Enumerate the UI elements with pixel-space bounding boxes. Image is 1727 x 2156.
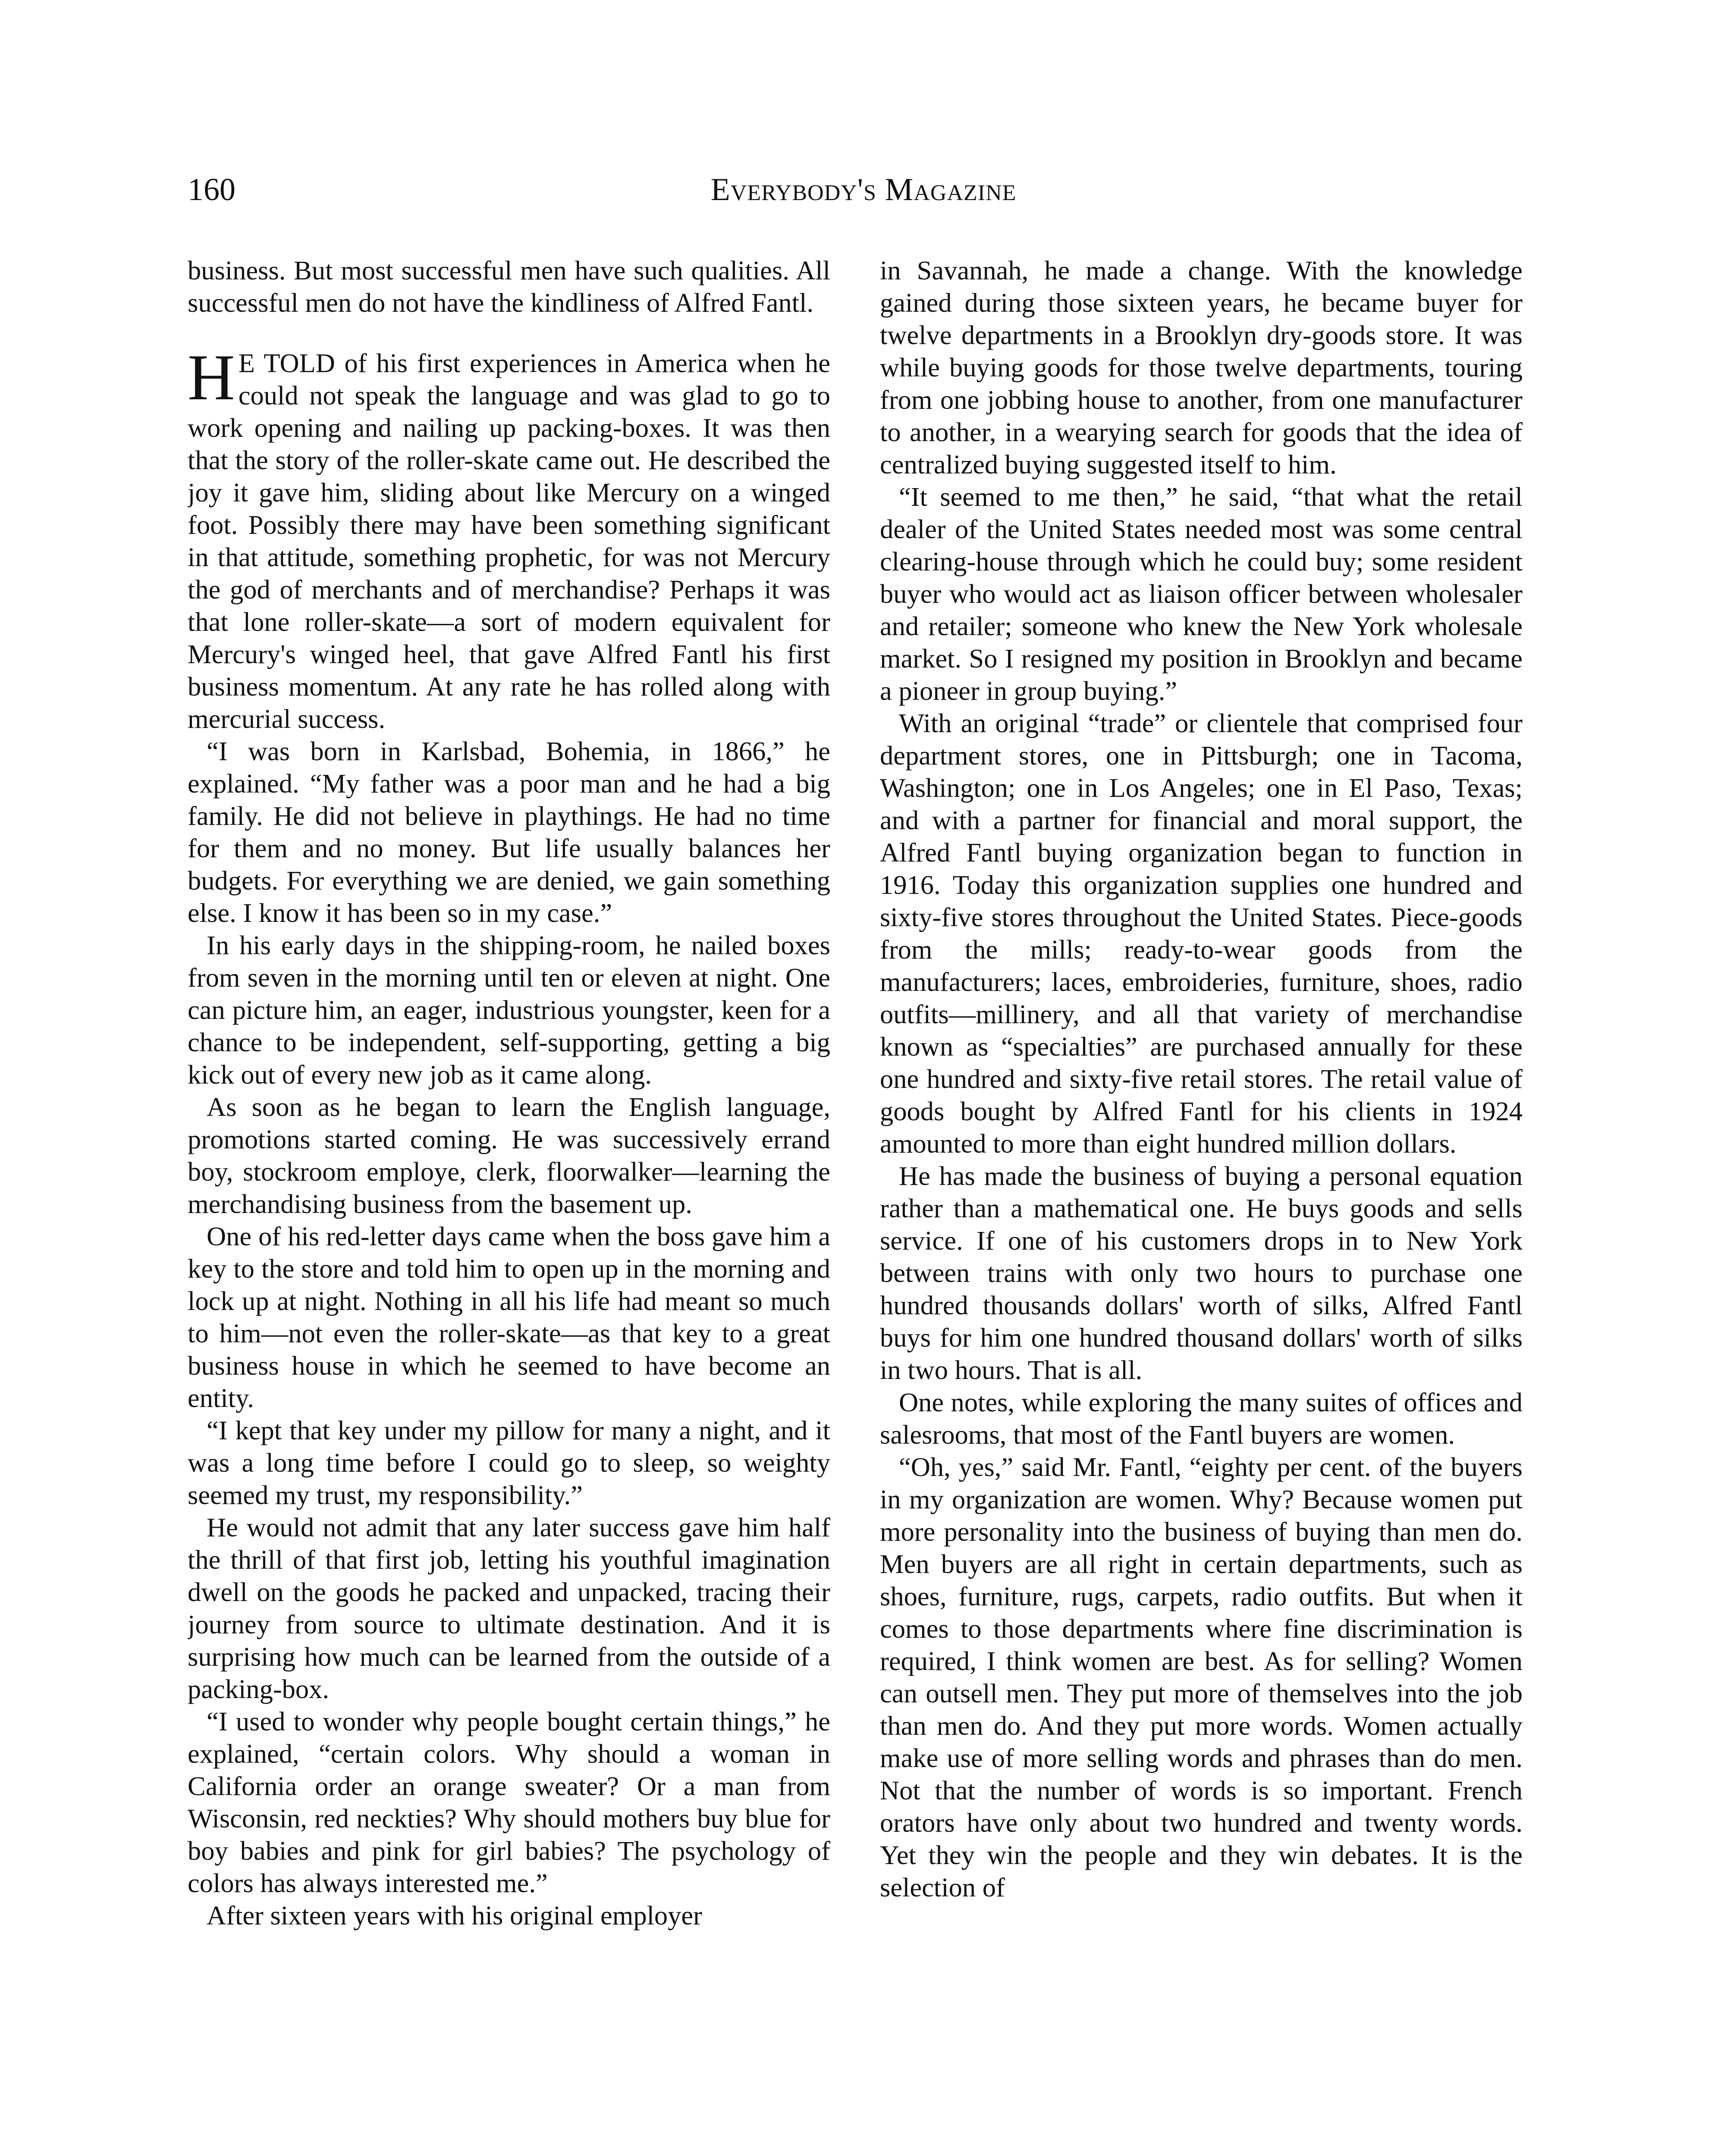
paragraph: With an original “trade” or clientele that comprised four department stores, one in Pittsburgh; one in Tacoma, Washington; one in Los Angeles; one in El Paso, Texas; and with a partner for financial and moral support, the Alfred Fantl buying organization began to function in 1916. Today this organization supplies one hundred and sixty-five stores throughout the United States. Piece-goods from the mills; ready-to-wear goods from the manufacturers; laces, embroideries, furniture, shoes, radio outfits—millinery, and all that variety of merchandise known as “specialties” are purchased annually for these one hundred and sixty-five retail stores. The retail value of goods bought by Alfred Fantl for his clients in 1924 amounted to more than eight hundred million dollars.	[880, 708, 1523, 1159]
paragraph: “I used to wonder why people bought certain things,” he explained, “certain colors. Why should a woman in California order an orange sweater? Or a man from Wisconsin, red neckties? Why should mothers buy blue for boy babies and pink for girl babies? The psychology of colors has always interested me.”	[188, 1706, 830, 1898]
page-number: 160	[188, 172, 236, 207]
right-column	[880, 254, 1523, 2156]
paragraph: After sixteen years with his original employer	[207, 1900, 702, 1930]
left-column	[188, 254, 830, 2156]
paragraph: In his early days in the shipping-room, he nailed boxes from seven in the morning until ten or eleven at night. One can picture him, an eager, industrious youngster, keen for a chance to be independent, self-supporting, getting a big kick out of every new job as it came along.	[188, 930, 830, 1090]
running-head: Everybody's Magazine	[710, 172, 1017, 207]
paragraph: in Savannah, he made a change. With the knowledge gained during those sixteen years, he became buyer for twelve departments in a Brooklyn dry-goods store. It was while buying goods for those twelve departments, touring from one jobbing house to another, from one manufacturer to another, in a wearying search for goods that the idea of centralized buying suggested itself to him.	[880, 255, 1523, 479]
paragraph: business. But most successful men have such qualities. All successful men do not have the kindliness of Alfred Fantl.	[188, 255, 830, 318]
paragraph: “I was born in Karlsbad, Bohemia, in 1866,” he explained. “My father was a poor man and he had a big family. He did not believe in playthings. He had no time for them and no money. But life usually balances her budgets. For everything we are denied, we gain something else. I know it has been so in my case.”	[188, 736, 830, 928]
paragraph: One notes, while exploring the many suites of offices and salesrooms, that most of the Fantl buyers are women.	[880, 1387, 1523, 1450]
paragraph-text: of his first experiences in America when he could not speak the language and was glad to go to work opening and nailing up packing-boxes. It was then that the story of the roller-skate came out. He described the joy it gave him, sliding about like Mercury on a winged foot. Possibly there may have been something significant in that attitude, something prophetic, for was not Mercury the god of merchants and of merchandise? Perhaps it was that lone roller-skate—a sort of modern equivalent for Mercury's winged heel, that gave Alfred Fantl his first business momentum. At any rate he has rolled along with mercurial success.	[188, 348, 830, 734]
section-start-paragraph	[188, 341, 830, 735]
paragraph: “It seemed to me then,” he said, “that what the retail dealer of the United States needed most was some central clearing-house through which he could buy; some resident buyer who would act as liaison officer between wholesaler and retailer; someone who knew the New York wholesale market. So I resigned my position in Brooklyn and became a pioneer in group buying.”	[880, 482, 1523, 706]
drop-cap: H	[188, 341, 235, 414]
paragraph: “Oh, yes,” said Mr. Fantl, “eighty per cent. of the buyers in my organization are women. Why? Because women put more personality into the business of buying than men do. Men buyers are all right in certain departments, such as shoes, furniture, rugs, carpets, radio outfits. But when it comes to those departments where fine discrimination is required, I think women are best. As for selling? Women can outsell men. They put more of themselves into the job than men do. And they put more words. Women actually make use of more selling words and phrases than do men. Not that the number of words is so important. French orators have only about two hundred and twenty words. Yet they win the people and they win debates. It is the selection of	[880, 1452, 1523, 1902]
paragraph: He has made the business of buying a personal equation rather than a mathematical one. He buys goods and sells service. If one of his customers drops in to New York between trains with only two hours to purchase one hundred thousands dollars' worth of silks, Alfred Fantl buys for him one hundred thousand dollars' worth of silks in two hours. That is all.	[880, 1161, 1523, 1385]
lead-in-small-caps: E TOLD	[238, 348, 335, 378]
paragraph: He would not admit that any later success gave him half the thrill of that first job, letting his youthful imagination dwell on the goods he packed and unpacked, tracing their journey from source to ultimate destination. And it is surprising how much can be learned from the outside of a packing-box.	[188, 1512, 830, 1704]
paragraph: One of his red-letter days came when the boss gave him a key to the store and told him to open up in the morning and lock up at night. Nothing in all his life had meant so much to him—not even the roller-skate—as that key to a great business house in which he seemed to have become an entity.	[188, 1221, 830, 1413]
paragraph: “I kept that key under my pillow for many a night, and it was a long time before I could go to sleep, so weighty seemed my trust, my responsibility.”	[188, 1415, 830, 1510]
paragraph: As soon as he began to learn the English language, promotions started coming. He was successively errand boy, stockroom employe, clerk, floorwalker—learning the merchandising business from the basement up.	[188, 1092, 830, 1219]
